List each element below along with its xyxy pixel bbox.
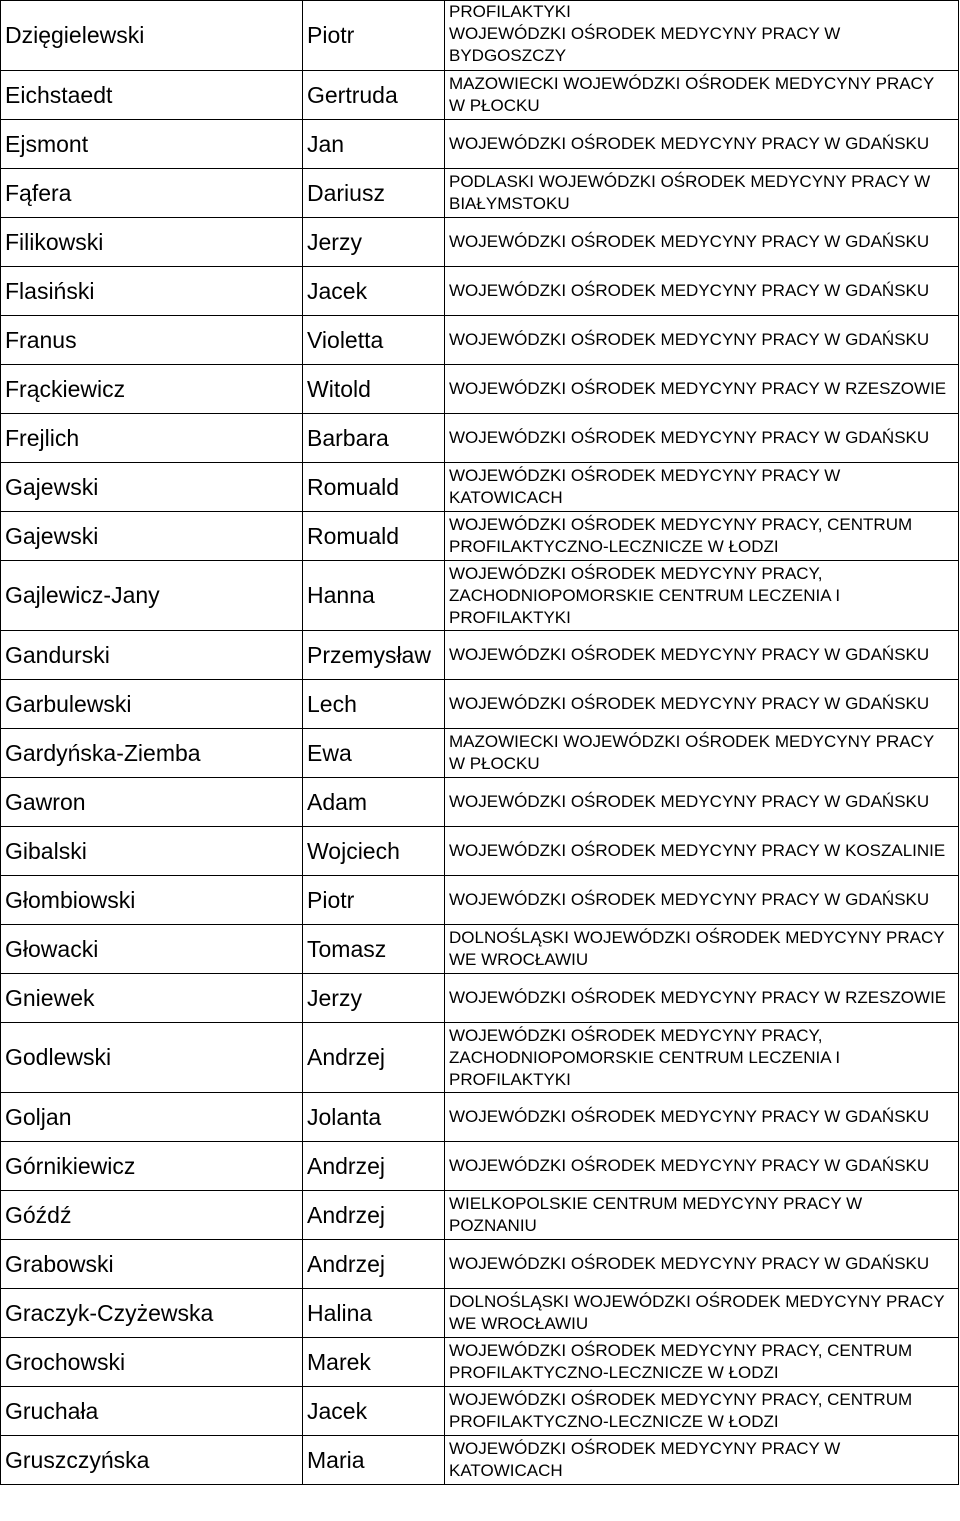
table-row: [1, 680, 959, 729]
firstname-cell: Violetta: [303, 316, 445, 365]
table-row: [1, 1093, 959, 1142]
institution-cell: WOJEWÓDZKI OŚRODEK MEDYCYNY PRACY W KOSZALINIE: [445, 827, 959, 876]
institution-cell: WOJEWÓDZKI OŚRODEK MEDYCYNY PRACY W GDAŃSKU: [445, 316, 959, 365]
surname-cell: Grabowski: [1, 1240, 303, 1289]
table-row: [1, 778, 959, 827]
surname-cell: Gruchała: [1, 1387, 303, 1436]
table-row: [1, 365, 959, 414]
firstname-cell: Gertruda: [303, 71, 445, 120]
table-row: [1, 925, 959, 974]
surname-cell: Grochowski: [1, 1338, 303, 1387]
firstname-cell: Hanna: [303, 561, 445, 631]
institution-cell: DOLNOŚLĄSKI WOJEWÓDZKI OŚRODEK MEDYCYNY PRACY WE WROCŁAWIU: [445, 925, 959, 974]
institution-cell: PROFILAKTYKI WOJEWÓDZKI OŚRODEK MEDYCYNY PRACY W BYDGOSZCZY: [445, 1, 959, 71]
table-row: [1, 512, 959, 561]
firstname-cell: Piotr: [303, 1, 445, 71]
table-row: [1, 1, 959, 71]
surname-cell: Gniewek: [1, 974, 303, 1023]
surname-cell: Ejsmont: [1, 120, 303, 169]
surname-cell: Głombiowski: [1, 876, 303, 925]
firstname-cell: Wojciech: [303, 827, 445, 876]
firstname-cell: Piotr: [303, 876, 445, 925]
institution-cell: WOJEWÓDZKI OŚRODEK MEDYCYNY PRACY W GDAŃSKU: [445, 120, 959, 169]
table-row: [1, 631, 959, 680]
surname-cell: Fąfera: [1, 169, 303, 218]
surname-cell: Dzięgielewski: [1, 1, 303, 71]
firstname-cell: Halina: [303, 1289, 445, 1338]
firstname-cell: Barbara: [303, 414, 445, 463]
firstname-cell: Romuald: [303, 463, 445, 512]
firstname-cell: Jan: [303, 120, 445, 169]
firstname-cell: Jacek: [303, 1387, 445, 1436]
firstname-cell: Jolanta: [303, 1093, 445, 1142]
surname-cell: Filikowski: [1, 218, 303, 267]
institution-cell: WOJEWÓDZKI OŚRODEK MEDYCYNY PRACY W GDAŃSKU: [445, 1093, 959, 1142]
institution-cell: MAZOWIECKI WOJEWÓDZKI OŚRODEK MEDYCYNY PRACY W PŁOCKU: [445, 729, 959, 778]
table-row: [1, 1289, 959, 1338]
surname-cell: Gajewski: [1, 512, 303, 561]
firstname-cell: Dariusz: [303, 169, 445, 218]
firstname-cell: Jacek: [303, 267, 445, 316]
firstname-cell: Jerzy: [303, 974, 445, 1023]
table-row: [1, 974, 959, 1023]
table-row: [1, 316, 959, 365]
firstname-cell: Andrzej: [303, 1142, 445, 1191]
table-row: [1, 71, 959, 120]
surname-cell: Gawron: [1, 778, 303, 827]
institution-cell: WOJEWÓDZKI OŚRODEK MEDYCYNY PRACY, ZACHODNIOPOMORSKIE CENTRUM LECZENIA I PROFILAKTYKI: [445, 561, 959, 631]
institution-cell: WOJEWÓDZKI OŚRODEK MEDYCYNY PRACY W GDAŃSKU: [445, 1240, 959, 1289]
table-row: [1, 1387, 959, 1436]
institution-cell: PODLASKI WOJEWÓDZKI OŚRODEK MEDYCYNY PRACY W BIAŁYMSTOKU: [445, 169, 959, 218]
firstname-cell: Romuald: [303, 512, 445, 561]
institution-cell: WOJEWÓDZKI OŚRODEK MEDYCYNY PRACY W GDAŃSKU: [445, 778, 959, 827]
table-row: [1, 827, 959, 876]
surname-cell: Franus: [1, 316, 303, 365]
table-row: [1, 1338, 959, 1387]
institution-cell: WOJEWÓDZKI OŚRODEK MEDYCYNY PRACY W GDAŃSKU: [445, 1142, 959, 1191]
surname-cell: Flasiński: [1, 267, 303, 316]
institution-cell: WOJEWÓDZKI OŚRODEK MEDYCYNY PRACY, CENTRUM PROFILAKTYCZNO-LECZNICZE W ŁODZI: [445, 1387, 959, 1436]
surname-cell: Gruszczyńska: [1, 1436, 303, 1485]
surname-cell: Godlewski: [1, 1023, 303, 1093]
institution-cell: WOJEWÓDZKI OŚRODEK MEDYCYNY PRACY W GDAŃSKU: [445, 631, 959, 680]
institution-cell: WOJEWÓDZKI OŚRODEK MEDYCYNY PRACY W KATOWICACH: [445, 463, 959, 512]
surname-cell: Gibalski: [1, 827, 303, 876]
surname-cell: Górnikiewicz: [1, 1142, 303, 1191]
surname-cell: Frejlich: [1, 414, 303, 463]
surname-cell: Gajlewicz-Jany: [1, 561, 303, 631]
table-row: [1, 1023, 959, 1093]
table-row: [1, 1191, 959, 1240]
firstname-cell: Andrzej: [303, 1240, 445, 1289]
surname-cell: Głowacki: [1, 925, 303, 974]
institution-cell: DOLNOŚLĄSKI WOJEWÓDZKI OŚRODEK MEDYCYNY PRACY WE WROCŁAWIU: [445, 1289, 959, 1338]
surname-cell: Garbulewski: [1, 680, 303, 729]
table-row: [1, 120, 959, 169]
institution-cell: WOJEWÓDZKI OŚRODEK MEDYCYNY PRACY, ZACHODNIOPOMORSKIE CENTRUM LECZENIA I PROFILAKTYKI: [445, 1023, 959, 1093]
surname-cell: Goljan: [1, 1093, 303, 1142]
table-row: [1, 218, 959, 267]
roster-body: [1, 1, 959, 1485]
surname-cell: Gardyńska-Ziemba: [1, 729, 303, 778]
firstname-cell: Lech: [303, 680, 445, 729]
surname-cell: Gandurski: [1, 631, 303, 680]
firstname-cell: Przemysław: [303, 631, 445, 680]
institution-cell: WOJEWÓDZKI OŚRODEK MEDYCYNY PRACY W GDAŃSKU: [445, 218, 959, 267]
table-row: [1, 267, 959, 316]
institution-cell: WOJEWÓDZKI OŚRODEK MEDYCYNY PRACY W GDAŃSKU: [445, 414, 959, 463]
surname-cell: Góźdź: [1, 1191, 303, 1240]
surname-cell: Eichstaedt: [1, 71, 303, 120]
firstname-cell: Adam: [303, 778, 445, 827]
table-row: [1, 414, 959, 463]
firstname-cell: Marek: [303, 1338, 445, 1387]
table-row: [1, 876, 959, 925]
institution-cell: WOJEWÓDZKI OŚRODEK MEDYCYNY PRACY W GDAŃSKU: [445, 267, 959, 316]
firstname-cell: Witold: [303, 365, 445, 414]
institution-cell: WOJEWÓDZKI OŚRODEK MEDYCYNY PRACY W GDAŃSKU: [445, 876, 959, 925]
firstname-cell: Tomasz: [303, 925, 445, 974]
firstname-cell: Maria: [303, 1436, 445, 1485]
firstname-cell: Jerzy: [303, 218, 445, 267]
institution-cell: WOJEWÓDZKI OŚRODEK MEDYCYNY PRACY W GDAŃSKU: [445, 680, 959, 729]
institution-cell: WOJEWÓDZKI OŚRODEK MEDYCYNY PRACY, CENTRUM PROFILAKTYCZNO-LECZNICZE W ŁODZI: [445, 512, 959, 561]
surname-cell: Frąckiewicz: [1, 365, 303, 414]
surname-cell: Graczyk-Czyżewska: [1, 1289, 303, 1338]
table-row: [1, 729, 959, 778]
firstname-cell: Andrzej: [303, 1191, 445, 1240]
table-row: [1, 1142, 959, 1191]
table-row: [1, 169, 959, 218]
institution-cell: WOJEWÓDZKI OŚRODEK MEDYCYNY PRACY W KATOWICACH: [445, 1436, 959, 1485]
institution-cell: MAZOWIECKI WOJEWÓDZKI OŚRODEK MEDYCYNY PRACY W PŁOCKU: [445, 71, 959, 120]
firstname-cell: Andrzej: [303, 1023, 445, 1093]
table-row: [1, 1436, 959, 1485]
institution-cell: WOJEWÓDZKI OŚRODEK MEDYCYNY PRACY, CENTRUM PROFILAKTYCZNO-LECZNICZE W ŁODZI: [445, 1338, 959, 1387]
institution-cell: WOJEWÓDZKI OŚRODEK MEDYCYNY PRACY W RZESZOWIE: [445, 365, 959, 414]
institution-cell: WOJEWÓDZKI OŚRODEK MEDYCYNY PRACY W RZESZOWIE: [445, 974, 959, 1023]
institution-cell: WIELKOPOLSKIE CENTRUM MEDYCYNY PRACY W POZNANIU: [445, 1191, 959, 1240]
firstname-cell: Ewa: [303, 729, 445, 778]
table-row: [1, 1240, 959, 1289]
table-row: [1, 463, 959, 512]
table-row: [1, 561, 959, 631]
surname-cell: Gajewski: [1, 463, 303, 512]
